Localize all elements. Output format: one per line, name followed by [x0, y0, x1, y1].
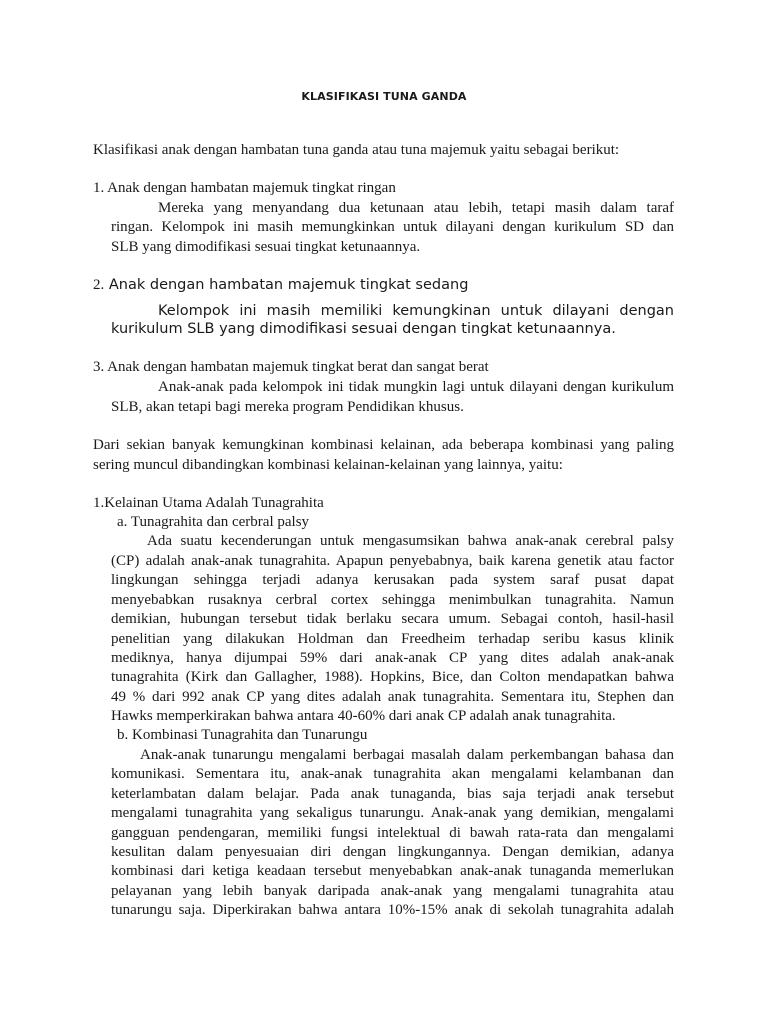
sub-a-line-6: penelitian yang dilakukan Holdman dan Freedheim terhadap seribu kasus klinik: [111, 632, 674, 647]
sub-a-line-3: lingkungan sehingga terjadi adanya kerusakan pada system saraf pusat dapat: [111, 573, 674, 588]
sub-b-line-3: keterlambatan dalam belajar. Pada anak tunaganda, bias saja terjadi anak tersebut: [111, 787, 674, 802]
sub-a-line-5: demikian, hubungan tersebut tidak berlaku secara umum. Sebagai contoh, hasil-hasil: [111, 612, 674, 627]
item2-heading: [93, 277, 468, 293]
item1-line-1: Mereka yang menyandang dua ketunaan atau lebih, tetapi masih dalam taraf: [158, 201, 674, 216]
sub-b-line-8: pelayanan yang lebih banyak daripada anak-anak yang mengalami tunagrahita atau: [111, 884, 674, 899]
item3-line-1: Anak-anak pada kelompok ini tidak mungkin lagi untuk dilayani dengan kurikulum: [158, 380, 674, 395]
sub-b-line-5: gangguan pendengaran, memiliki fungsi intelektual di bawah rata-rata dan mengalami: [111, 826, 674, 841]
item1-line-2: ringan. Kelompok ini masih memungkinkan untuk dilayani dengan kurikulum SD dan: [111, 220, 674, 235]
sub-a-line-10: Hawks memperkirakan bahwa antara 40-60% dari anak CP adalah anak tunagrahita.: [111, 708, 616, 724]
item1-heading: 1. Anak dengan hambatan majemuk tingkat ringan: [93, 180, 396, 196]
sub-b-line-6: kesulitan dalam penyesuaian diri dengan lingkungannya. Dengan demikian, adanya: [111, 845, 674, 860]
item2-heading-text: Anak dengan hambatan majemuk tingkat sedang: [104, 277, 469, 293]
sub-a-line-4: menyebabkan rusaknya cerbral cortex sehingga menimbulkan tunagrahita. Namun: [111, 593, 674, 608]
item2-number: 2.: [93, 277, 105, 293]
item2-line-1: Kelompok ini masih memiliki kemungkinan untuk dilayani dengan: [158, 304, 674, 319]
sub-a-line-7: mediknya, hanya dijumpai 59% dari anak-anak CP yang dites adalah anak-anak: [111, 651, 674, 666]
sub-b-line-2: komunikasi. Sementara itu, anak-anak tunagrahita akan mengalami kelambanan dan: [111, 767, 674, 782]
item3-line-2: SLB, akan tetapi bagi mereka program Pendidikan khusus.: [111, 399, 464, 415]
item2-line-2: kurikulum SLB yang dimodifikasi sesuai dengan tingkat ketunaannya.: [111, 321, 616, 337]
sub-b-line-1: Anak-anak tunarungu mengalami berbagai masalah dalam perkembangan bahasa dan: [140, 748, 674, 763]
combination-line-1: Dari sekian banyak kemungkinan kombinasi kelainan, ada beberapa kombinasi yang paling: [93, 438, 674, 453]
sub-b-line-4: mengalami tunagrahita yang sekaligus tunarungu. Anak-anak yang demikian, mengalami: [111, 806, 674, 821]
sub-a-line-2: (CP) adalah anak-anak tunagrahita. Apapun penyebabnya, baik karena genetik atau factor: [111, 554, 674, 569]
combination-line-2: sering muncul dibandingkan kombinasi kelainan-kelainan yang lainnya, yaitu:: [93, 457, 563, 473]
sub-a-line-9: 49 % dari 992 anak CP yang dites adalah anak tunagrahita. Sementara itu, Stephen dan: [111, 690, 674, 705]
sub-b-line-9: tunarungu saja. Diperkirakan bahwa antara 10%-15% anak di sekolah tunagrahita adalah: [111, 903, 674, 918]
sub-a-line-1: Ada suatu kecenderungan untuk mengasumsikan bahwa anak-anak cerebral palsy: [147, 534, 674, 549]
section1-heading: 1.Kelainan Utama Adalah Tunagrahita: [93, 495, 324, 511]
sub-b-line-7: kombinasi dari ketiga keadaan tersebut menyebabkan anak-anak tunaganda memerlukan: [111, 864, 674, 879]
sub-a-line-8: tunagrahita (Kirk dan Gallagher, 1988). Hopkins, Bice, dan Colton mendapatkan bahwa: [111, 670, 674, 685]
item1-line-3: SLB yang dimodifikasi sesuai tingkat ketunaannya.: [111, 239, 421, 255]
section1-sub-a-heading: a. Tunagrahita dan cerbral palsy: [117, 514, 310, 530]
section1-sub-b-heading: b. Kombinasi Tunagrahita dan Tunarungu: [117, 727, 368, 743]
item3-heading: 3. Anak dengan hambatan majemuk tingkat berat dan sangat berat: [93, 359, 489, 375]
intro-paragraph: Klasifikasi anak dengan hambatan tuna ganda atau tuna majemuk yaitu sebagai berikut:: [93, 142, 620, 158]
document-title: KLASIFIKASI TUNA GANDA: [301, 90, 467, 103]
